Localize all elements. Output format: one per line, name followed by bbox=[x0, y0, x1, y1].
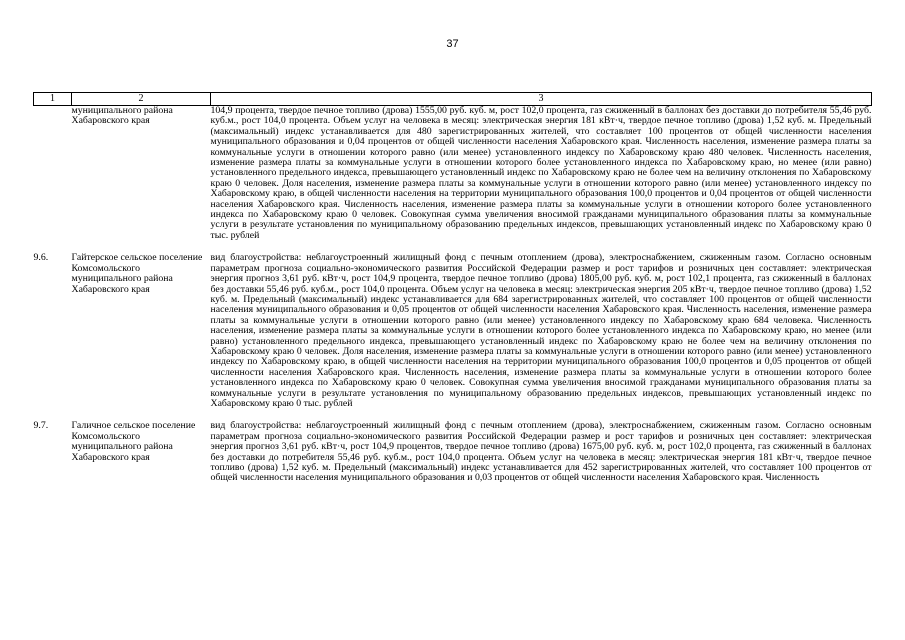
table-row bbox=[34, 421, 872, 483]
tariff-table bbox=[33, 92, 872, 484]
column-header-1: 1 bbox=[34, 93, 72, 106]
table-row bbox=[34, 253, 872, 409]
column-header-3: 3 bbox=[211, 93, 872, 106]
row-number bbox=[34, 106, 72, 242]
settlement-name: Галичное сельское поселение Комсомольского муниципального района Хабаровского края bbox=[71, 420, 196, 463]
row-description: вид благоустройства: неблагоустроенный жилищный фонд с печным отоплением (дрова), электроснабжением, сжиженным газом. Согласно основным параметрам прогноза социально-экономического развития Российской Федерации размер и рост тарифов и розничных цен составляет: электрическая энергия прогноз 3,61 руб. кВт·ч, рост 104,9 процентов, твердое печное топливо (дрова) 1675,00 руб. куб. м, рост 102,0 процента, газ сжиженный в баллонах без доставки до потребителя 55,46 руб. куб.м., рост 104,0 процента. Объем услуг на человека в месяц: электрическая энергия 181 кВт·ч, твердое печное топливо (дрова) 1,52 куб. м. Предельный (максимальный) индекс устанавливается для 452 зарегистрированных жителей, что составляет 100 процентов от общей численности населения муниципального образования и 0,03 процентов от общей численности населения Хабаровского края. Численность bbox=[210, 420, 872, 484]
column-header-2: 2 bbox=[72, 93, 211, 106]
row-description: вид благоустройства: неблагоустроенный жилищный фонд с печным отоплением (дрова), электроснабжением, сжиженным газом. Согласно основным параметрам прогноза социально-экономического развития Российской Федерации размер и рост тарифов и розничных цен составляет: электрическая энергия прогноз 3,61 руб. кВт·ч, рост 104,9 процента, твердое печное топливо (дрова) 1805,00 руб. куб. м, рост 102,1 процента, газ сжиженный в баллонах без доставки 55,46 руб. куб.м., рост 104,0 процента. Объем услуг на человека в месяц: электрическая энергия 205 кВт·ч, твердое печное топливо (дрова) 1,52 куб. м. Предельный (максимальный) индекс устанавливается для 684 зарегистрированных жителей, что составляет 100 процентов от общей численности населения муниципального образования и 0,05 процентов от общей численности населения Хабаровского края. Численность населения, изменение размера платы за коммунальные услуги в отношении которого равно (или менее) установленного индексу по Хабаровскому краю 684 человека. Численность населения, изменение размера платы за коммунальные услуги в отношении которого более установленного индекса по Хабаровскому краю, но менее (или равно) установленного предельного индекса, превышающего установленный индекс по Хабаровскому краю не более чем на величину отклонения по Хабаровскому краю 0 человек. Доля населения, изменение размера платы за коммунальные услуги в отношении которого равно (или менее) установленного индексу по Хабаровскому краю, в общей численности населения на территории муниципального образования 100,0 процентов и 0,05 процентов от общей численности населения Хабаровского края. Численность населения, изменение размера платы за коммунальные услуги в отношении которого более установленного индекса по Хабаровскому краю 0 человек. Совокупная сумма увеличения вносимой гражданами муниципального образования платы за коммунальные услуги в результате установления по муниципальному образованию предельных индексов, превышающих установленный индекс по Хабаровскому краю 0 тыс. рублей bbox=[210, 252, 872, 409]
table-header-row bbox=[34, 93, 872, 106]
settlement-name: Гайтерское сельское поселение Комсомольского муниципального района Хабаровского края bbox=[71, 252, 203, 295]
row-description: 104,9 процента, твердое печное топливо (дрова) 1555,00 руб. куб. м, рост 102,0 процента, газ сжиженный в баллонах без доставки до потребителя 55,46 руб. куб.м., рост 104,0 процента. Объем услуг на человека в месяц: электрическая энергия 181 кВт·ч, твердое печное топливо (дрова) 1,52 куб. м. Предельный (максимальный) индекс устанавливается для 480 зарегистрированных жителей, что составляет 100 процентов от общей численности населения муниципального образования и 0,04 процентов от общей численности населения Хабаровского края. Численность населения, изменение размера платы за коммунальные услуги в отношении которого равно (или менее) установленного индексу по Хабаровскому краю 480 человек. Численность населения, изменение размера платы за коммунальные услуги в отношении которого более установленного индекса по Хабаровскому краю, но менее (или равно) установленного предельного индекса, превышающего установленный индекс по Хабаровскому краю не более чем на величину отклонения по Хабаровскому краю 0 человек. Доля населения, изменение размера платы за коммунальные услуги в отношении которого равно (или менее) установленного индексу по Хабаровскому краю, в общей численности населения на территории муниципального образования 100,0 процентов и 0,04 процентов от общей численности населения Хабаровского края. Численность населения, изменение размера платы за коммунальные услуги в отношении которого более установленного индекса по Хабаровскому краю 0 человек. Совокупная сумма увеличения вносимой гражданами муниципального образования платы за коммунальные услуги в результате установления по муниципальному образованию предельных индексов, превышающих установленный индекс по Хабаровскому краю 0 тыс. рублей bbox=[210, 105, 872, 241]
row-number: 9.7. bbox=[33, 420, 49, 432]
settlement-name: муниципального района Хабаровского края bbox=[71, 105, 173, 127]
row-number: 9.6. bbox=[33, 252, 49, 264]
page-number: 37 bbox=[446, 38, 459, 50]
table-row bbox=[34, 106, 872, 242]
